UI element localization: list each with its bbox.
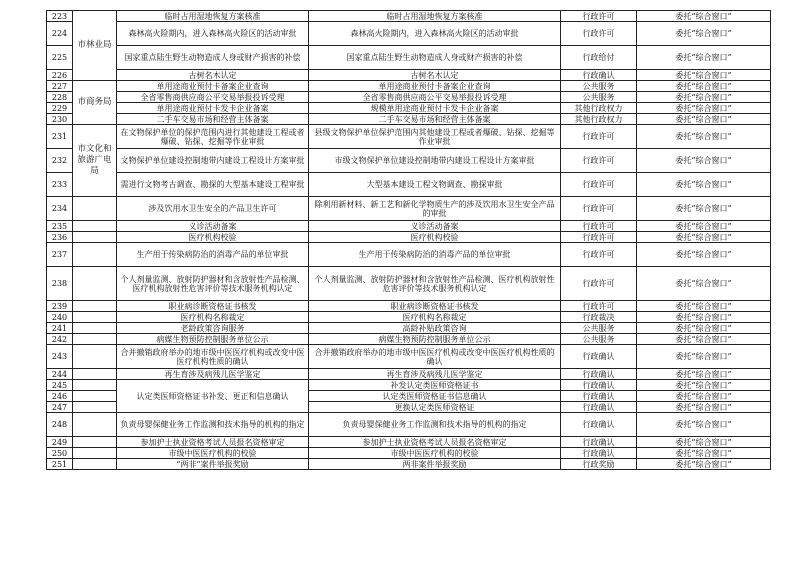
- matter-name-cell: 参加护士执业资格考试人员报名资格审定: [117, 437, 309, 448]
- row-number: 235: [47, 221, 73, 232]
- matter-name-cell: 认定类医师资格证书补发、更正和信息确认: [117, 380, 309, 413]
- department-cell: 市商务局: [73, 81, 117, 125]
- handling-mode-cell: 委托“综合窗口”: [637, 70, 771, 81]
- power-type-cell: 其他行政权力: [561, 114, 637, 125]
- table-row: [47, 70, 771, 81]
- table-row: [47, 232, 771, 243]
- power-type-cell: 公共服务: [561, 334, 637, 345]
- sub-item-cell: 合并撤销政府举办的地市级中医医疗机构或改变中医医疗机构性质的确认: [309, 345, 561, 369]
- table-row: [47, 149, 771, 173]
- table-row: [47, 11, 771, 22]
- table-row: [47, 345, 771, 369]
- handling-mode-cell: 委托“综合窗口”: [637, 197, 771, 221]
- sub-item-cell: 古树名木认定: [309, 70, 561, 81]
- handling-mode-cell: 委托“综合窗口”: [637, 334, 771, 345]
- handling-mode-cell: 委托“综合窗口”: [637, 402, 771, 413]
- table-row: [47, 197, 771, 221]
- department-cell: [73, 413, 117, 437]
- sub-item-cell: 更换认定类医师资格证: [309, 402, 561, 413]
- matter-name-cell: 国家重点陆生野生动物造成人身或财产损害的补偿: [117, 46, 309, 70]
- sub-item-cell: 生产用于传染病防治的消毒产品的单位审批: [309, 243, 561, 267]
- sub-item-cell: 医疗机构名称裁定: [309, 312, 561, 323]
- power-type-cell: 行政给付: [561, 46, 637, 70]
- table-row: [47, 448, 771, 459]
- matter-name-cell: 医疗机构校验: [117, 232, 309, 243]
- row-number: 227: [47, 81, 73, 92]
- table-row: [47, 437, 771, 448]
- department-cell: 市文化和旅游广电局: [73, 125, 117, 197]
- handling-mode-cell: 委托“综合窗口”: [637, 345, 771, 369]
- matter-name-cell: 市级中医医疗机构的校验: [117, 448, 309, 459]
- handling-mode-cell: 委托“综合窗口”: [637, 323, 771, 334]
- handling-mode-cell: 委托“综合窗口”: [637, 413, 771, 437]
- handling-mode-cell: 委托“综合窗口”: [637, 46, 771, 70]
- matter-name-cell: “两非”案件举报奖励: [117, 459, 309, 470]
- power-type-cell: 其他行政权力: [561, 103, 637, 114]
- matter-name-cell: 涉及饮用水卫生安全的产品卫生许可: [117, 197, 309, 221]
- matter-table: [46, 10, 771, 470]
- sub-item-cell: 国家重点陆生野生动物造成人身或财产损害的补偿: [309, 46, 561, 70]
- handling-mode-cell: 委托“综合窗口”: [637, 173, 771, 197]
- row-number: 225: [47, 46, 73, 70]
- sub-item-cell: 认定类医师资格证书信息确认: [309, 391, 561, 402]
- department-cell: [73, 267, 117, 301]
- table-row: [47, 369, 771, 380]
- table-row: [47, 81, 771, 92]
- row-number: 224: [47, 22, 73, 46]
- table-row: [47, 92, 771, 103]
- power-type-cell: 行政确认: [561, 402, 637, 413]
- table-row: [47, 125, 771, 149]
- table-row: [47, 221, 771, 232]
- sub-item-cell: 医疗机构校验: [309, 232, 561, 243]
- power-type-cell: 行政许可: [561, 173, 637, 197]
- sub-item-cell: 参加护士执业资格考试人员报名资格审定: [309, 437, 561, 448]
- handling-mode-cell: 委托“综合窗口”: [637, 149, 771, 173]
- row-number: 231: [47, 125, 73, 149]
- handling-mode-cell: 委托“综合窗口”: [637, 301, 771, 312]
- power-type-cell: 公共服务: [561, 323, 637, 334]
- department-cell: [73, 312, 117, 323]
- handling-mode-cell: 委托“综合窗口”: [637, 267, 771, 301]
- row-number: 247: [47, 402, 73, 413]
- matter-name-cell: 合并撤销政府举办的地市级中医医疗机构或改变中医医疗机构性质的确认: [117, 345, 309, 369]
- sub-item-cell: 两非案件举报奖励: [309, 459, 561, 470]
- table-row: [47, 323, 771, 334]
- department-cell: [73, 380, 117, 391]
- power-type-cell: 行政许可: [561, 301, 637, 312]
- power-type-cell: 行政确认: [561, 437, 637, 448]
- table-row: [47, 103, 771, 114]
- sub-item-cell: 个人剂量监测、放射防护器材和含放射性产品检测、医疗机构放射性危害评价等技术服务机构认定: [309, 267, 561, 301]
- matter-name-cell: 需进行文物考古调查、勘探的大型基本建设工程审批: [117, 173, 309, 197]
- sub-item-cell: 全省零售商供应商公平交易举报投诉受理: [309, 92, 561, 103]
- row-number: 249: [47, 437, 73, 448]
- handling-mode-cell: 委托“综合窗口”: [637, 312, 771, 323]
- sub-item-cell: 病媒生物预防控制服务单位公示: [309, 334, 561, 345]
- sub-item-cell: 除利用新材料、新工艺和新化学物质生产的涉及饮用水卫生安全产品的审批: [309, 197, 561, 221]
- handling-mode-cell: 委托“综合窗口”: [637, 114, 771, 125]
- matter-name-cell: 临时占用湿地恢复方案核准: [117, 11, 309, 22]
- handling-mode-cell: 委托“综合窗口”: [637, 11, 771, 22]
- matter-name-cell: 古树名木认定: [117, 70, 309, 81]
- sub-item-cell: 森林高火险期内，进入森林高火险区的活动审批: [309, 22, 561, 46]
- matter-name-cell: 职业病诊断资格证书核发: [117, 301, 309, 312]
- table-row: [47, 114, 771, 125]
- power-type-cell: 公共服务: [561, 92, 637, 103]
- power-type-cell: 公共服务: [561, 81, 637, 92]
- sub-item-cell: 规模单用途商业预付卡发卡企业备案: [309, 103, 561, 114]
- sub-item-cell: 义诊活动备案: [309, 221, 561, 232]
- table-row: [47, 380, 771, 391]
- power-type-cell: 行政许可: [561, 232, 637, 243]
- row-number: 236: [47, 232, 73, 243]
- row-number: 238: [47, 267, 73, 301]
- row-number: 242: [47, 334, 73, 345]
- table-row: [47, 267, 771, 301]
- sub-item-cell: 县级文物保护单位保护范围内其他建设工程或者爆破、钻探、挖掘等作业审批: [309, 125, 561, 149]
- row-number: 251: [47, 459, 73, 470]
- row-number: 241: [47, 323, 73, 334]
- handling-mode-cell: 委托“综合窗口”: [637, 92, 771, 103]
- handling-mode-cell: 委托“综合窗口”: [637, 243, 771, 267]
- power-type-cell: 行政许可: [561, 221, 637, 232]
- department-cell: 市林业局: [73, 11, 117, 81]
- matter-name-cell: 老龄政策咨询服务: [117, 323, 309, 334]
- handling-mode-cell: 委托“综合窗口”: [637, 81, 771, 92]
- department-cell: [73, 402, 117, 413]
- department-cell: [73, 301, 117, 312]
- table-row: [47, 413, 771, 437]
- department-cell: [73, 369, 117, 380]
- department-cell: [73, 437, 117, 448]
- power-type-cell: 行政许可: [561, 243, 637, 267]
- matter-name-cell: 个人剂量监测、放射防护器材和含放射性产品检测、医疗机构放射性危害评价等技术服务机构认定: [117, 267, 309, 301]
- power-type-cell: 行政许可: [561, 125, 637, 149]
- matter-name-cell: 单用途商业预付卡发卡企业备案: [117, 103, 309, 114]
- table-row: [47, 22, 771, 46]
- sub-item-cell: 再生育涉及病残儿医学鉴定: [309, 369, 561, 380]
- row-number: 228: [47, 92, 73, 103]
- sub-item-cell: 职业病诊断资格证书核发: [309, 301, 561, 312]
- department-cell: [73, 197, 117, 221]
- row-number: 240: [47, 312, 73, 323]
- row-number: 237: [47, 243, 73, 267]
- matter-name-cell: 再生育涉及病残儿医学鉴定: [117, 369, 309, 380]
- sub-item-cell: 负责母婴保健业务工作监测和技术指导的机构的指定: [309, 413, 561, 437]
- power-type-cell: 行政许可: [561, 267, 637, 301]
- department-cell: [73, 334, 117, 345]
- handling-mode-cell: 委托“综合窗口”: [637, 22, 771, 46]
- row-number: 245: [47, 380, 73, 391]
- matter-name-cell: 医疗机构名称裁定: [117, 312, 309, 323]
- handling-mode-cell: 委托“综合窗口”: [637, 125, 771, 149]
- power-type-cell: 行政确认: [561, 70, 637, 81]
- department-cell: [73, 232, 117, 243]
- row-number: 230: [47, 114, 73, 125]
- handling-mode-cell: 委托“综合窗口”: [637, 369, 771, 380]
- matter-name-cell: 全省零售商供应商公平交易举报投诉受理: [117, 92, 309, 103]
- handling-mode-cell: 委托“综合窗口”: [637, 232, 771, 243]
- sub-item-cell: 市级中医医疗机构的校验: [309, 448, 561, 459]
- row-number: 248: [47, 413, 73, 437]
- handling-mode-cell: 委托“综合窗口”: [637, 459, 771, 470]
- matter-name-cell: 生产用于传染病防治的消毒产品的单位审批: [117, 243, 309, 267]
- handling-mode-cell: 委托“综合窗口”: [637, 448, 771, 459]
- department-cell: [73, 323, 117, 334]
- row-number: 232: [47, 149, 73, 173]
- sub-item-cell: 临时占用湿地恢复方案核准: [309, 11, 561, 22]
- row-number: 223: [47, 11, 73, 22]
- row-number: 239: [47, 301, 73, 312]
- sub-item-cell: 单用途商业预付卡备案企业查询: [309, 81, 561, 92]
- power-type-cell: 行政许可: [561, 11, 637, 22]
- table-row: [47, 459, 771, 470]
- power-type-cell: 行政确认: [561, 369, 637, 380]
- matter-name-cell: 森林高火险期内，进入森林高火险区的活动审批: [117, 22, 309, 46]
- row-number: 226: [47, 70, 73, 81]
- matter-name-cell: 义诊活动备案: [117, 221, 309, 232]
- matter-name-cell: 二手车交易市场和经营主体备案: [117, 114, 309, 125]
- sub-item-cell: 高龄补贴政策咨询: [309, 323, 561, 334]
- power-type-cell: 行政许可: [561, 197, 637, 221]
- matter-name-cell: 病媒生物预防控制服务单位公示: [117, 334, 309, 345]
- power-type-cell: 行政确认: [561, 380, 637, 391]
- handling-mode-cell: 委托“综合窗口”: [637, 103, 771, 114]
- department-cell: [73, 221, 117, 232]
- row-number: 250: [47, 448, 73, 459]
- matter-name-cell: 在文物保护单位的保护范围内进行其他建设工程或者爆破、钻探、挖掘等作业审批: [117, 125, 309, 149]
- sub-item-cell: 二手车交易市场和经营主体备案: [309, 114, 561, 125]
- department-cell: [73, 459, 117, 470]
- department-cell: [73, 448, 117, 459]
- handling-mode-cell: 委托“综合窗口”: [637, 380, 771, 391]
- department-cell: [73, 243, 117, 267]
- matter-name-cell: 负责母婴保健业务工作监测和技术指导的机构的指定: [117, 413, 309, 437]
- sub-item-cell: 大型基本建设工程文物调查、勘探审批: [309, 173, 561, 197]
- sub-item-cell: 补发认定类医师资格证书: [309, 380, 561, 391]
- matter-name-cell: 文物保护单位建设控制地带内建设工程设计方案审批: [117, 149, 309, 173]
- power-type-cell: 行政确认: [561, 391, 637, 402]
- matter-name-cell: 单用途商业预付卡备案企业查询: [117, 81, 309, 92]
- table-row: [47, 243, 771, 267]
- table-body: [47, 11, 771, 470]
- power-type-cell: 行政许可: [561, 22, 637, 46]
- table-row: [47, 46, 771, 70]
- row-number: 243: [47, 345, 73, 369]
- row-number: 229: [47, 103, 73, 114]
- power-type-cell: 行政许可: [561, 149, 637, 173]
- power-type-cell: 行政确认: [561, 448, 637, 459]
- power-type-cell: 行政确认: [561, 345, 637, 369]
- department-cell: [73, 345, 117, 369]
- power-type-cell: 行政裁决: [561, 312, 637, 323]
- row-number: 246: [47, 391, 73, 402]
- row-number: 244: [47, 369, 73, 380]
- table-row: [47, 173, 771, 197]
- table-row: [47, 334, 771, 345]
- table-row: [47, 312, 771, 323]
- handling-mode-cell: 委托“综合窗口”: [637, 221, 771, 232]
- department-cell: [73, 391, 117, 402]
- power-type-cell: 行政确认: [561, 413, 637, 437]
- sub-item-cell: 市级文物保护单位建设控制地带内建设工程设计方案审批: [309, 149, 561, 173]
- power-type-cell: 行政奖励: [561, 459, 637, 470]
- row-number: 233: [47, 173, 73, 197]
- table-row: [47, 301, 771, 312]
- handling-mode-cell: 委托“综合窗口”: [637, 437, 771, 448]
- row-number: 234: [47, 197, 73, 221]
- handling-mode-cell: 委托“综合窗口”: [637, 391, 771, 402]
